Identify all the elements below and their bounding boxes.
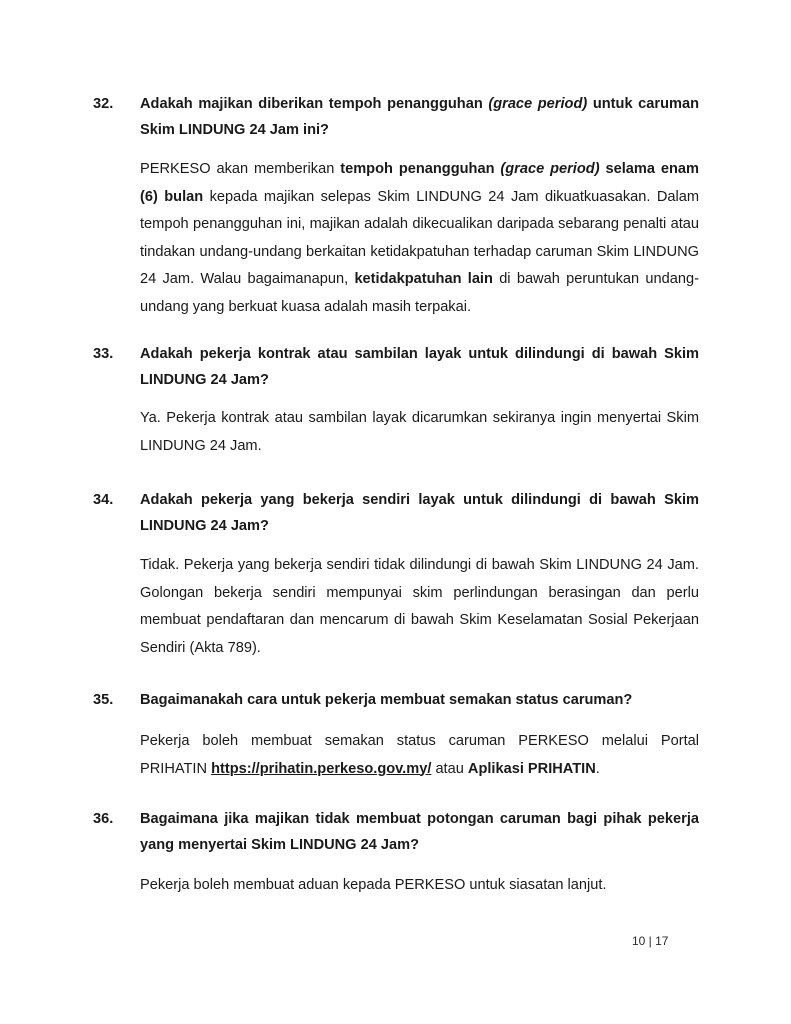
answer-text: Pekerja boleh membuat aduan kepada PERKESO untuk siasatan lanjut. [140,877,607,893]
question-row [93,91,699,143]
answer-text: Tidak. Pekerja yang bekerja sendiri tidak dilindungi di bawah Skim LINDUNG 24 Jam. Golongan bekerja sendiri mempunyai skim perlindungan berasingan dan perlu membuat pendaftaran dan mencarum di bawah Skim Keselamatan Sosial Pekerjaan Sendiri (Akta 789). [140,557,699,656]
answer-bold: selama enam (6) bulan [140,161,699,205]
question-row [93,487,699,539]
answer-text-part: Pekerja boleh membuat semakan status caruman PERKESO melalui Portal PRIHATIN [140,733,699,777]
faq-item-33 [93,341,699,460]
question-number: 35. [93,692,114,708]
answer-text [140,156,699,321]
question-number: 33. [93,346,114,362]
answer-text-part: atau [431,760,468,777]
question-text-part: untuk caruman Skim LINDUNG 24 Jam ini? [140,96,700,138]
answer-bold: Aplikasi PRIHATIN [467,760,596,777]
question-text: Adakah pekerja yang bekerja sendiri layak untuk dilindungi di bawah Skim LINDUNG 24 Jam? [140,492,699,534]
question-text: Bagaimana jika majikan tidak membuat potongan caruman bagi pihak pekerja yang menyertai Skim LINDUNG 24 Jam? [140,811,699,853]
question-text: Adakah pekerja kontrak atau sambilan layak untuk dilindungi di bawah Skim LINDUNG 24 Jam? [140,346,699,388]
prihatin-portal-link[interactable]: https://prihatin.perkeso.gov.my/ [211,760,432,777]
question-row [93,687,699,713]
faq-item-36 [93,806,699,900]
question-row [93,806,699,858]
faq-item-35 [93,687,699,783]
question-text-part: Adakah majikan diberikan tempoh penangguhan [140,96,489,112]
question-row [93,341,699,393]
answer-text-part: kepada majikan selepas Skim LINDUNG 24 Jam dikuatkuasakan. Dalam tempoh penangguhan ini, majikan adalah dikecualikan daripada sebarang penalti atau tindakan undang-undang berkaitan ketidakpatuhan terhadap caruman Skim LINDUNG 24 Jam. Walau bagaimanapun, [140,188,700,287]
answer-text-part: . [595,760,600,777]
answer-text-part: di bawah peruntukan undang-undang yang berkuat kuasa adalah masih terpakai. [140,271,699,315]
page-number: 10 | 17 [632,934,669,948]
faq-item-34 [93,487,699,662]
answer-bold: ketidakpatuhan lain [354,271,493,287]
question-text-italic: (grace period) [488,96,588,112]
answer-text: Ya. Pekerja kontrak atau sambilan layak dicarumkan sekiranya ingin menyertai Skim LINDUNG 24 Jam. [140,410,699,454]
faq-item-32 [93,91,699,321]
answer-text-part: PERKESO akan memberikan [140,161,341,177]
answer-bold: tempoh penangguhan [340,161,501,177]
question-text: Bagaimanakah cara untuk pekerja membuat semakan status caruman? [140,692,633,708]
answer-bold-italic: (grace period) [500,161,600,177]
question-text [140,91,699,143]
question-number: 36. [93,811,114,827]
question-number: 34. [93,492,114,508]
answer-text [140,728,699,783]
question-number: 32. [93,96,114,112]
